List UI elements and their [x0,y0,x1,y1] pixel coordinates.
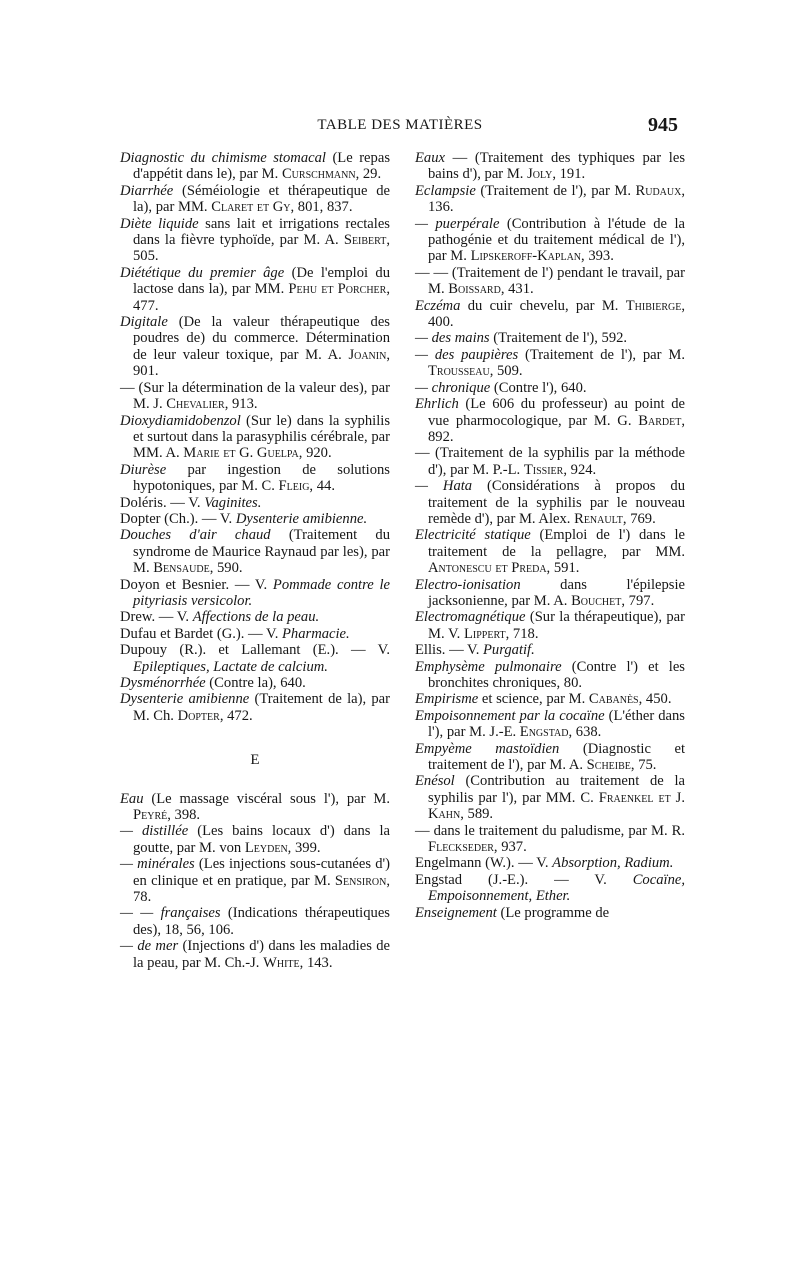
index-term: — Hata [415,478,473,495]
index-entry [120,823,390,856]
index-entry [415,642,685,658]
index-entry [415,823,685,856]
index-term: Engstad [415,871,463,888]
index-entry [415,773,685,822]
index-entry [120,527,390,576]
index-term: Eau [120,790,144,807]
entry-text: — (Traitement des typhiques par les bains d'), par M. [428,150,685,183]
index-term: — distillée [120,823,189,840]
entry-authors: Lipskeroff-Kaplan [470,248,582,265]
entry-text: . — V. [441,642,483,659]
entry-ref: , 801, 837. [290,199,353,216]
entry-text: (Contribution à l'étude de la pathogénie et du traitement médical de l'), par M. [428,215,685,265]
index-entry [415,150,685,183]
entry-text: dans le traitement du paludisme, par M. R. [433,822,685,839]
index-term: Electro-ionisation [415,576,521,593]
entry-authors: White [263,954,300,971]
entry-authors: Scheibe [586,757,631,774]
entry-authors: Joly [527,166,553,183]
entry-ref: , 477. [133,281,390,314]
entry-text: . — V. [151,609,193,626]
entry-ref: , 136. [428,182,685,216]
entry-authors: Bouchet [571,592,622,609]
index-term: Diurèse [120,461,167,478]
entry-see-also: Vaginites. [204,494,262,511]
entry-see-also: Epileptiques, Lactate de calcium. [133,658,328,675]
entry-text: (Injections d') dans les maladies de la peau, par M. Ch.-J. [133,938,390,971]
index-entry [120,150,390,183]
index-entry [120,675,390,691]
entry-ref: , 638. [568,724,602,741]
index-entry [415,478,685,527]
entry-text: du cuir chevelu, par M. [460,297,626,314]
entry-ref: , 450. [638,691,672,708]
index-entry [120,265,390,314]
index-term: Dysménorrhée [120,675,206,691]
index-term: Douches d'air chaud [120,527,271,544]
index-term: — — [415,264,452,281]
entry-text: (Contre la), 640. [205,675,306,691]
entry-see-also: Pommade contre le pityriasis versicolor. [133,576,390,609]
entry-authors: Trousseau [428,363,490,380]
entry-authors: Renault [574,510,623,527]
entry-text: (Indications thérapeutiques des), 18, 56, 106. [133,905,390,938]
entry-ref: , 472. [219,707,253,724]
entry-ref: , 400. [428,297,685,331]
entry-authors: Chevalier [166,396,225,413]
index-term: Empyème mastoïdien [415,740,560,757]
entry-ref: , 591. [546,560,580,577]
entry-text: (W.). — V. [481,855,553,872]
index-entry [415,380,685,396]
entry-authors: Lippert [463,625,506,642]
left-entries-e-list [120,791,390,971]
entry-text: (Emploi de l') dans le traitement de la pellagre, par MM. [428,527,686,560]
entry-text: (Traitement du syndrome de Maurice Raynaud par les), par M. [133,527,390,577]
entry-text: (Sur la thérapeutique), par M. V. [428,609,685,642]
index-term: Eclampsie [415,182,476,199]
entry-text: (Le 606 du professeur) au point de vue pharmocologique, par M. G. [428,396,685,429]
entry-see-also: Pharmacie. [282,625,350,642]
entry-authors: Rudaux [635,182,682,199]
entry-authors: Seibert [343,232,387,249]
index-entry [120,691,390,724]
index-entry [415,330,685,346]
index-entry [415,527,685,576]
entry-authors: Joanin [348,346,387,363]
entry-authors: Boissard [448,281,501,298]
entry-text: (Contribution au traitement de la syphilis par l'), par MM. C. [428,773,685,806]
entry-ref: , 913. [224,396,258,413]
entry-text: (Contre l'), 640. [490,379,587,396]
entry-ref: , 143. [299,954,333,971]
entry-authors: Engstad [519,724,569,741]
section-letter-e: E [250,752,260,769]
entry-text: . — V. [162,494,205,511]
left-column [120,150,390,971]
index-term: Drew [120,609,152,626]
index-entry [120,642,390,675]
index-entry [415,609,685,642]
index-term: — des paupières [415,346,519,363]
entry-text: (Traitement de l'), par M. [475,182,636,199]
index-entry [120,626,390,642]
entry-authors: Claret et Gy [211,199,291,216]
index-entry [415,265,685,298]
entry-see-also: Absorption, Radium. [552,855,674,872]
index-term: Empoisonnement par la cocaïne [415,707,605,724]
right-entries-list [415,150,685,921]
index-entry [415,396,685,445]
right-column [415,150,685,921]
index-term: — [415,445,436,462]
entry-text: (Le programme de [496,904,610,921]
entry-text: (Traitement de l'), 592. [489,330,628,347]
index-entry [415,905,685,921]
index-term: Diète liquide [120,215,199,232]
entry-text: (R.). et Lallemant (E.). — V. [167,642,390,659]
index-term: — de mer [120,938,179,955]
index-entry [415,577,685,610]
index-term: Enésol [415,773,455,790]
entry-text: (G.). — V. [213,625,282,642]
index-term: Eczéma [415,297,461,314]
entry-authors: Tissier [523,461,564,478]
entry-ref: , 431. [500,281,534,298]
index-entry [120,183,390,216]
entry-authors: Pehu et Porcher [288,281,387,298]
index-term: Emphysème pulmonaire [415,658,562,675]
entry-ref: , 797. [621,592,655,609]
index-term: Dufau et Bardet [120,625,214,642]
entry-ref: , 78. [133,872,390,906]
entry-authors: Curschmann [281,166,356,183]
entry-authors: Bardet [638,412,682,429]
entry-ref: , 718. [505,625,539,642]
entry-ref: , 924. [563,461,597,478]
entry-ref: , 509. [489,363,523,380]
index-entry [415,347,685,380]
entry-ref: , 901. [133,346,390,380]
index-term: — — françaises [120,905,221,922]
entry-ref: , 399. [287,839,321,856]
entry-text: (De la valeur thérapeutique des poudres de) du commerce. Détermination de leur valeur toxique, par M. A. [133,314,390,363]
index-term: Electromagnétique [415,609,526,626]
entry-text: dans l'épilepsie jacksonienne, par M. A. [428,576,685,609]
entry-authors: Sensiron [334,872,387,889]
index-term: — des mains [415,330,490,347]
index-entry [120,216,390,265]
entry-authors: Bensaude [153,560,210,577]
index-term: Diagnostic du chimisme stomacal [120,150,326,166]
entry-text: (Ch.). — V. [160,510,236,527]
entry-authors: Antonescu et Preda [428,560,547,577]
entry-authors: Marie et G. Guelpa [183,445,299,462]
index-entry [415,659,685,692]
entry-authors: Peyré [133,807,168,824]
entry-ref: , 393. [581,248,614,265]
index-entry [415,183,685,216]
entry-see-also: Affections de la peau. [192,609,320,626]
page-number: 945 [648,114,678,136]
entry-text: (Traitement de la), par M. Ch. [133,691,390,724]
entry-text: (Traitement de la syphilis par la méthode d'), par M. P.-L. [428,445,685,478]
entry-text: par ingestion de solutions hypotoniques, par M. C. [133,461,390,495]
index-entry [415,445,685,478]
entry-ref: , 191. [552,166,586,183]
index-entry [120,609,390,625]
index-entry [120,938,390,971]
index-term: Diarrhée [120,182,174,199]
index-entry [415,741,685,774]
index-term: Eaux [415,150,445,166]
entry-authors: Fleig [278,478,310,495]
index-term: Digitale [120,314,168,331]
running-header [120,114,680,139]
index-term: Ehrlich [415,396,459,413]
index-entry [120,495,390,511]
entry-text: (Les injections sous-cutanées d') en clinique et en pratique, par M. [133,856,391,889]
index-term: Dupouy [120,642,168,659]
index-term: Diététique du premier âge [120,264,285,281]
index-term: — puerpérale [415,215,500,232]
index-entry [120,856,390,905]
index-entry [120,905,390,938]
index-term: Doyon et Besnier [120,576,226,593]
index-entry [415,872,685,905]
index-term: Dopter [120,510,161,527]
index-term: — [415,822,434,839]
entry-see-also: Cocaïne, Empoisonnement, Ether. [428,871,685,905]
entry-ref: , 920. [298,445,332,462]
index-term: Engelmann [415,855,482,872]
entry-ref: , 29. [355,166,382,183]
index-term: — chronique [415,379,491,396]
entry-ref: , 505. [133,232,390,265]
entry-text: (De l'emploi du lactose dans la), par MM. [133,264,390,298]
entry-text: (Sur la détermination de la valeur des), par M. J. [133,379,390,413]
index-term: — [120,379,139,396]
entry-see-also: Purgatif. [483,642,535,659]
index-entry [120,462,390,495]
entry-text: (Séméiologie et thérapeutique de la), par MM. [133,182,390,216]
entry-text: (L'éther dans l'), par M. J.-E. [428,707,685,741]
index-term: Enseignement [415,904,497,921]
entry-text: (Diagnostic et traitement de l'), par M. A. [428,740,685,774]
entry-text: (J.-E.). — V. [462,871,633,888]
header-title: TABLE DES MATIÈRES [317,117,483,133]
index-term: Doléris [120,494,163,511]
index-entry [415,708,685,741]
index-entry [120,413,390,462]
entry-text: et science, par M. [478,691,589,708]
entry-text: (Le repas d'appétit dans le), par M. [133,150,390,183]
entry-see-also: Dysenterie amibienne. [235,510,368,527]
entry-authors: Fleckseder [428,839,494,856]
entry-text: (Sur le) dans la syphilis et surtout dans la parasyphilis cérébrale, par MM. A. [133,412,390,462]
index-term: — minérales [120,856,195,873]
entry-text: (Traitement de l') pendant le travail, par M. [428,264,685,298]
entry-ref: , 590. [209,560,243,577]
entry-ref: , 937. [493,839,527,856]
entry-ref: , 44. [309,478,335,495]
entry-ref: , 769. [622,510,656,527]
index-term: Dioxydiamidobenzol [120,412,241,429]
index-entry [120,314,390,380]
index-term: Empirisme [415,691,479,708]
left-entries-list [120,150,390,724]
index-entry [415,855,685,871]
index-term: Ellis [415,642,442,659]
entry-text: . — V. [225,576,273,593]
entry-ref: , 398. [167,807,201,824]
entry-text: (Les bains locaux d') dans la goutte, par M. von [133,823,390,856]
entry-authors: Dopter [177,707,220,724]
entry-text: (Le massage viscéral sous l'), par M. [143,790,390,807]
entry-ref: , 589. [460,806,494,823]
entry-authors: Fraenkel et J. Kahn [428,789,685,823]
index-term: Dysenterie amibienne [120,691,250,708]
index-entry [120,380,390,413]
entry-text: (Considérations à propos du traitement de la syphilis par le nouveau remède d'), par M. Alex. [428,478,686,527]
index-entry [120,511,390,527]
entry-authors: Cabanès [588,691,639,708]
entry-ref: , 75. [630,757,657,774]
index-entry [415,298,685,331]
entry-text: (Traitement de l'), par M. [518,346,685,363]
entry-text: sans lait et irrigations rectales dans la fièvre typhoïde, par M. A. [133,215,390,249]
index-term: Electricité statique [415,527,531,544]
entry-ref: , 892. [428,412,685,445]
index-entry [120,791,390,824]
index-entry [120,577,390,610]
entry-text: (Contre l') et les bronchites chroniques, 80. [428,658,685,691]
entry-authors: Thibierge [625,297,682,314]
entry-authors: Leyden [244,839,288,856]
index-entry [415,216,685,265]
index-entry [415,691,685,707]
